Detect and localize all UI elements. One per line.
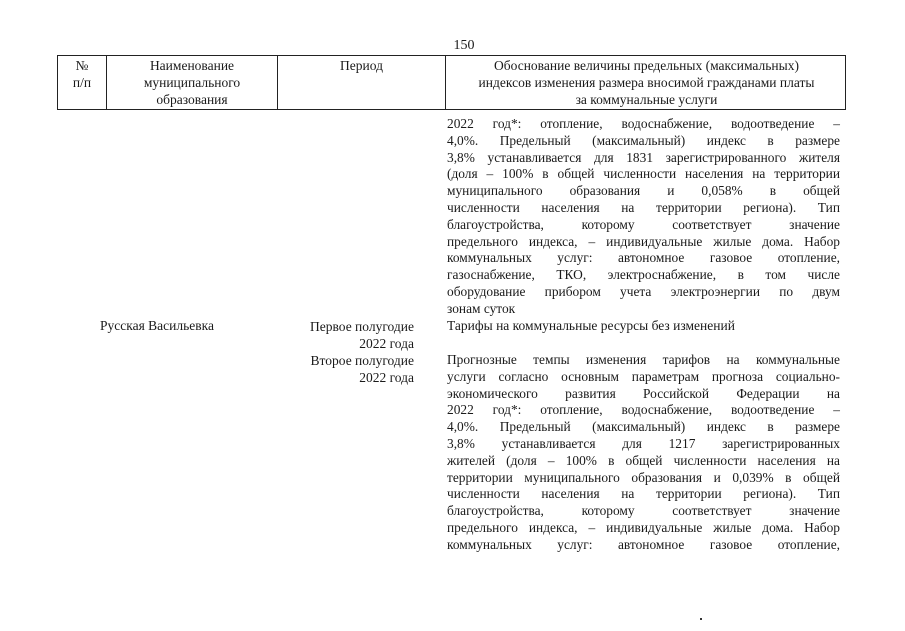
text-line: Прогнозные темпы изменения тарифов на коммунальные (447, 352, 840, 367)
header-text: образования (156, 92, 228, 107)
text-line: 2022 год*: отопление, водоснабжение, водоотведение – (447, 116, 840, 131)
text-line: экономического развития Российской Федерации на (447, 385, 840, 401)
text-line: услуги согласно основным параметрам прогноза социально- (447, 368, 840, 384)
text-line: оборудование прибором учета электроэнергии по двум (447, 283, 840, 299)
text-line: предельного индекса, – индивидуальные жилые дома. Набор (447, 233, 840, 249)
municipality-name: Русская Васильевка (100, 318, 214, 333)
justification-paragraph (447, 352, 840, 554)
header-text: муниципального (143, 75, 241, 90)
period-text: 2022 года (359, 370, 414, 385)
period-first-half (296, 318, 414, 352)
period-text: Второе полугодие (310, 353, 414, 368)
text-line: муниципального образования и 0,058% в общей (447, 183, 840, 199)
header-text: № (75, 58, 89, 73)
table-header (57, 55, 846, 110)
page-number: 150 (453, 38, 475, 53)
text-line: 2022 год*: отопление, водоснабжение, водоотведение – (447, 402, 840, 418)
text-line: благоустройства, которому соответствует значение (447, 503, 840, 519)
text-line: численности населения на территории региона). Тип (447, 199, 840, 215)
header-municipality-column (107, 56, 278, 109)
header-text: индексов изменения размера вносимой гражданами платы (478, 75, 815, 90)
header-text: за коммунальные услуги (575, 92, 718, 107)
header-justification-column (446, 56, 847, 109)
header-number-column (58, 56, 107, 109)
period-text: 2022 года (359, 336, 414, 351)
header-text: Период (340, 58, 383, 73)
period-second-half (296, 352, 414, 386)
text-line: (доля – 100% в общей численности населения на территории (447, 166, 840, 182)
text-line: жителей (доля – 100% в общей численности населения на (447, 452, 840, 468)
header-period-column (278, 56, 446, 109)
text-line: газоснабжение, ТКО, электроснабжение, в том числе (447, 267, 840, 283)
text-line: численности населения на территории региона). Тип (447, 486, 840, 502)
text-line: коммунальных услуг: автономное газовое отопление, (447, 536, 840, 552)
text-line: предельного индекса, – индивидуальные жилые дома. Набор (447, 519, 840, 535)
text-line: 4,0%. Предельный (максимальный) индекс в размере (447, 419, 840, 435)
text-line: зонам суток (447, 300, 516, 316)
header-text: Наименование (149, 58, 235, 73)
header-text: Обоснование величины предельных (максимальных) (494, 58, 799, 73)
text-line: 4,0%. Предельный (максимальный) индекс в размере (447, 132, 840, 148)
period-text: Первое полугодие (310, 319, 414, 334)
tariff-statement: Тарифы на коммунальные ресурсы без изменений (447, 318, 735, 333)
scan-speck (700, 618, 702, 620)
text-line: 3,8% устанавливается для 1217 зарегистрированных (447, 435, 840, 451)
text-line: благоустройства, которому соответствует значение (447, 216, 840, 232)
continuation-paragraph (447, 116, 840, 318)
text-line: 3,8% устанавливается для 1831 зарегистрированного жителя (447, 149, 840, 165)
header-text: п/п (72, 75, 92, 90)
text-line: территории муниципального образования и 0,039% в общей (447, 469, 840, 485)
text-line: коммунальных услуг: автономное газовое отопление, (447, 250, 840, 266)
